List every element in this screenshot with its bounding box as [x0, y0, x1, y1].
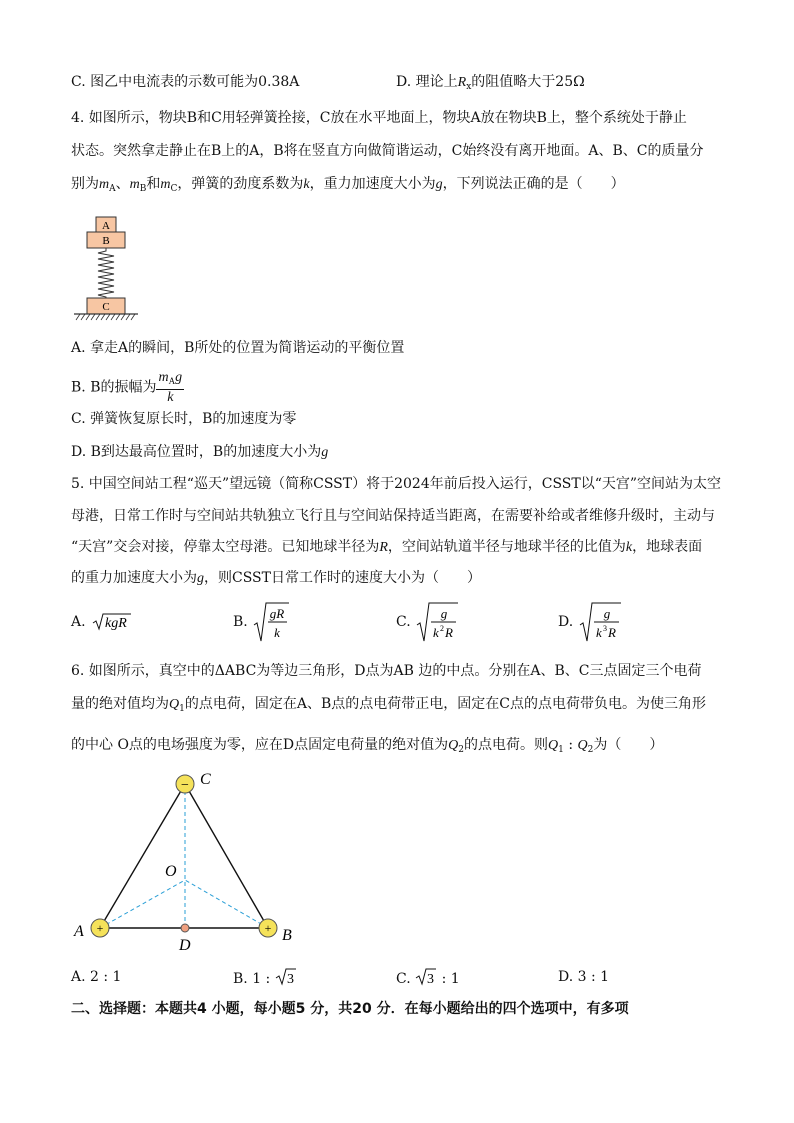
q5-line2: 母港，日常工作时与空间站共轨独立飞行且与空间站保持适当距离，在需要补给或者维修升级时，主动与	[71, 508, 715, 524]
option-d-resistance: D. 理论上$R_x$的阻值略大于25Ω	[396, 74, 585, 92]
charge-c-sign: −	[181, 778, 189, 793]
point-d	[181, 924, 189, 932]
segment-ao	[100, 880, 185, 928]
label-d: D	[179, 937, 191, 954]
q4-line1: 4. 如图所示，物块B和C用轻弹簧拴接，C放在水平地面上，物块A放在物块B上，整个系统处于静止	[71, 110, 687, 126]
svg-text:3: 3	[286, 972, 294, 987]
svg-text:k: k	[274, 625, 281, 640]
q4-line2: 状态。突然拿走静止在B上的A，B将在竖直方向做简谐运动，C始终没有离开地面。A、B、C的质量分	[71, 143, 704, 159]
svg-text:R: R	[445, 625, 454, 640]
q5-option-a-formula	[90, 612, 132, 632]
q5-line3: “天宫”交会对接，停靠太空母港。已知地球半径为R，空间站轨道半径与地球半径的比值为k，地球表面	[71, 539, 703, 555]
q6-line3: 的中心 O点的电场强度为零，应在D点固定电荷量的绝对值为$Q_2$的点电荷。则$Q_1$ : $Q_2$为（ ）	[71, 737, 664, 755]
q6-option-c: C. 3 : 1	[396, 967, 460, 989]
svg-text:k: k	[433, 625, 439, 640]
q5-line4: 的重力加速度大小为g，则CSST日常工作时的速度大小为（ ）	[71, 570, 481, 586]
svg-text:g: g	[440, 606, 448, 621]
q6-option-a: A. 2 : 1	[71, 969, 122, 985]
block-b-label: B	[102, 235, 110, 247]
q5-line1: 5. 中国空间站工程“巡天”望远镜（简称CSST）将于2024年前后投入运行，CSST以“天宫”空间站为太空	[71, 476, 722, 492]
q5-option-b: B. gR k	[233, 601, 290, 643]
segment-bo	[185, 880, 268, 928]
q5-option-c-formula	[415, 601, 459, 643]
triangle-charge-figure	[70, 768, 300, 954]
charge-a-sign: +	[96, 921, 104, 935]
q5-option-d: D. g k 3 R	[558, 601, 622, 643]
q5-option-a: A. kgR	[71, 612, 132, 632]
block-a-label: A	[102, 220, 110, 232]
q4-option-d: D. B到达最高位置时，B的加速度大小为g	[71, 444, 329, 460]
label-c: C	[200, 771, 211, 788]
q4-option-c: C. 弹簧恢复原长时，B的加速度为零	[71, 411, 297, 427]
q5-option-b-formula	[252, 601, 290, 643]
option-c-ammeter: C. 图乙中电流表的示数可能为0.38A	[71, 74, 300, 90]
label-b: B	[282, 927, 292, 944]
svg-text:g: g	[603, 606, 610, 621]
svg-text:k: k	[595, 625, 602, 640]
svg-text:3: 3	[602, 624, 607, 633]
spring-block-figure	[70, 210, 142, 326]
q5-option-c: C. g k 2 R	[396, 601, 459, 643]
svg-text:2: 2	[440, 624, 445, 633]
ground-hatching	[76, 314, 135, 320]
block-c-label: C	[102, 301, 110, 313]
spring	[98, 248, 114, 298]
label-a: A	[74, 923, 84, 940]
q6-line2: 量的绝对值均为$Q_1$的点电荷，固定在A、B点的点电荷带正电，固定在C点的点电荷带负电。为使三角形	[71, 696, 706, 714]
q6-option-b: B. 1 : 3	[233, 967, 297, 989]
q4-option-a: A. 拿走A的瞬间，B所处的位置为简谐运动的平衡位置	[71, 340, 405, 356]
svg-text:gR: gR	[269, 606, 285, 621]
charge-b-sign: +	[264, 921, 272, 935]
q5-option-d-formula	[578, 601, 622, 643]
sqrt-3-b	[275, 967, 297, 987]
label-o: O	[165, 863, 177, 880]
sqrt-3-c	[415, 967, 437, 987]
q4-line3: 别为$m_A$、$m_B$和$m_C$，弹簧的劲度系数为k，重力加速度大小为g，下列说法正确的是（ ）	[71, 176, 625, 194]
section-2-heading: 二、选择题：本题共4 小题，每小题5 分，共20 分．在每小题给出的四个选项中，有多项	[71, 1001, 629, 1017]
side-bc	[185, 784, 268, 928]
q6-option-d: D. 3 : 1	[558, 969, 610, 985]
side-ac	[100, 784, 185, 928]
svg-text:kgR: kgR	[105, 616, 127, 631]
svg-text:3: 3	[427, 972, 435, 987]
q6-line1: 6. 如图所示，真空中的ΔABC为等边三角形，D点为AB 边的中点。分别在A、B、C三点固定三个电荷	[71, 663, 702, 679]
q4-option-b: B. B的振幅为 $\frac{m_Ag}{k}$	[71, 370, 183, 405]
svg-text:R: R	[607, 625, 616, 640]
